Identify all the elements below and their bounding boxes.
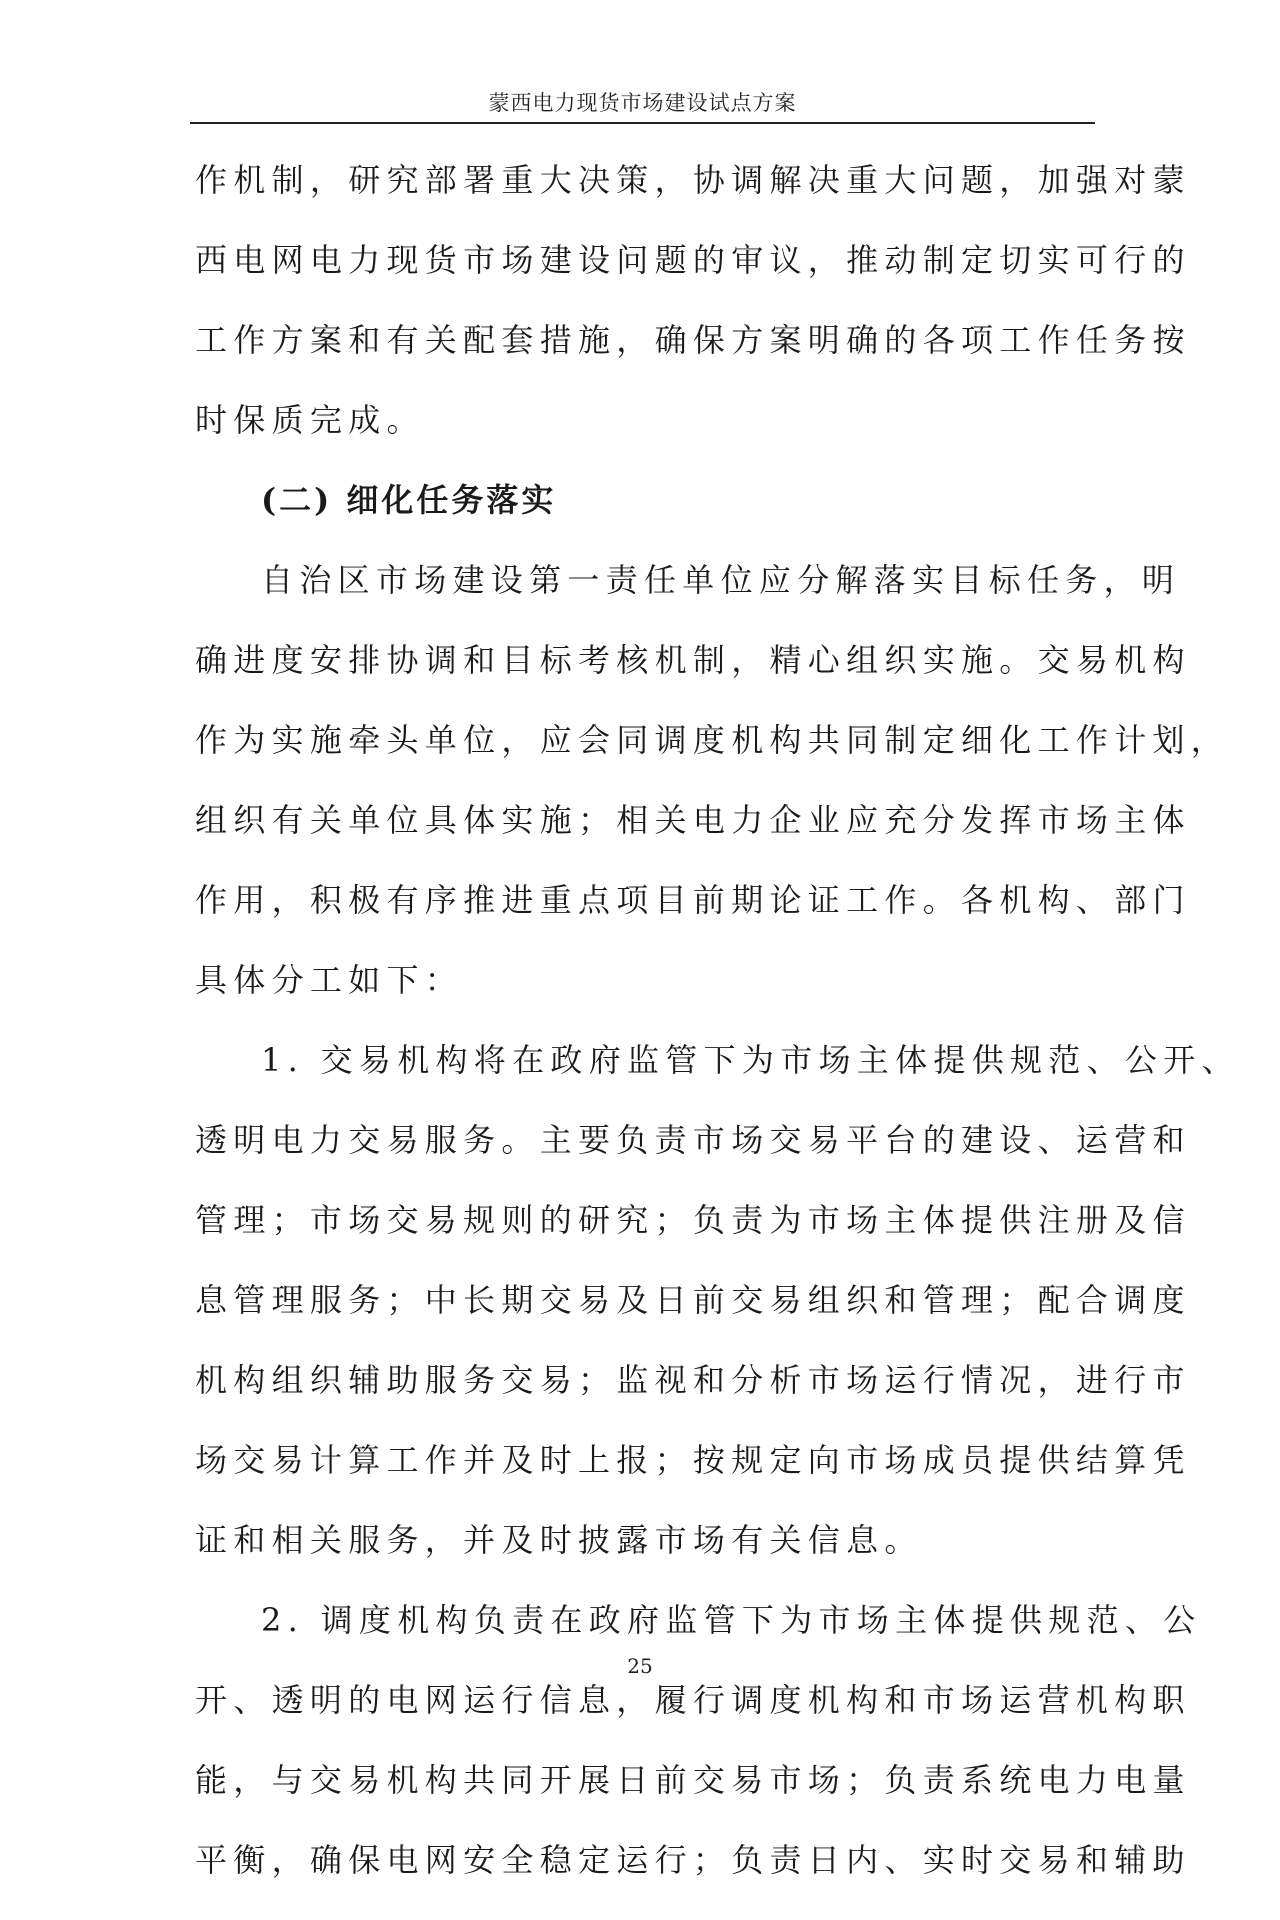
text-line: 1. 交易机构将在政府监管下为市场主体提供规范、公开、 (261, 1041, 1240, 1079)
text-line: 证和相关服务，并及时披露市场有关信息。 (195, 1521, 923, 1559)
text-line: 平衡，确保电网安全稳定运行；负责日内、实时交易和辅助 (195, 1841, 1191, 1879)
text-line: 自治区市场建设第一责任单位应分解落实目标任务，明 (261, 561, 1181, 599)
text-line: 2. 调度机构负责在政府监管下为市场主体提供规范、公 (261, 1601, 1202, 1639)
text-line: 透明电力交易服务。主要负责市场交易平台的建设、运营和 (195, 1121, 1191, 1159)
section-heading: (二) 细化任务落实 (261, 481, 557, 519)
text-line: 开、透明的电网运行信息，履行调度机构和市场运营机构职 (195, 1681, 1191, 1719)
text-line: 西电网电力现货市场建设问题的审议，推动制定切实可行的 (195, 241, 1191, 279)
text-line: 具体分工如下： (195, 961, 464, 999)
text-line: 作为实施牵头单位，应会同调度机构共同制定细化工作计划， (195, 721, 1230, 759)
text-line: 场交易计算工作并及时上报；按规定向市场成员提供结算凭 (195, 1441, 1191, 1479)
header-rule (190, 122, 1095, 124)
text-line: 工作方案和有关配套措施，确保方案明确的各项工作任务按 (195, 321, 1191, 359)
text-line: 机构组织辅助服务交易；监视和分析市场运行情况，进行市 (195, 1361, 1191, 1399)
text-line: 作用，积极有序推进重点项目前期论证工作。各机构、部门 (195, 881, 1191, 919)
text-line: 作机制，研究部署重大决策，协调解决重大问题，加强对蒙 (195, 161, 1191, 199)
page-number: 25 (627, 1654, 653, 1678)
text-line: 时保质完成。 (195, 401, 425, 439)
text-line: 组织有关单位具体实施；相关电力企业应充分发挥市场主体 (195, 801, 1191, 839)
text-line: 能，与交易机构共同开展日前交易市场；负责系统电力电量 (195, 1761, 1191, 1799)
text-line: 管理；市场交易规则的研究；负责为市场主体提供注册及信 (195, 1201, 1191, 1239)
text-line: 息管理服务；中长期交易及日前交易组织和管理；配合调度 (195, 1281, 1191, 1319)
text-line: 确进度安排协调和目标考核机制，精心组织实施。交易机构 (195, 641, 1191, 679)
running-header: 蒙西电力现货市场建设试点方案 (488, 91, 797, 115)
